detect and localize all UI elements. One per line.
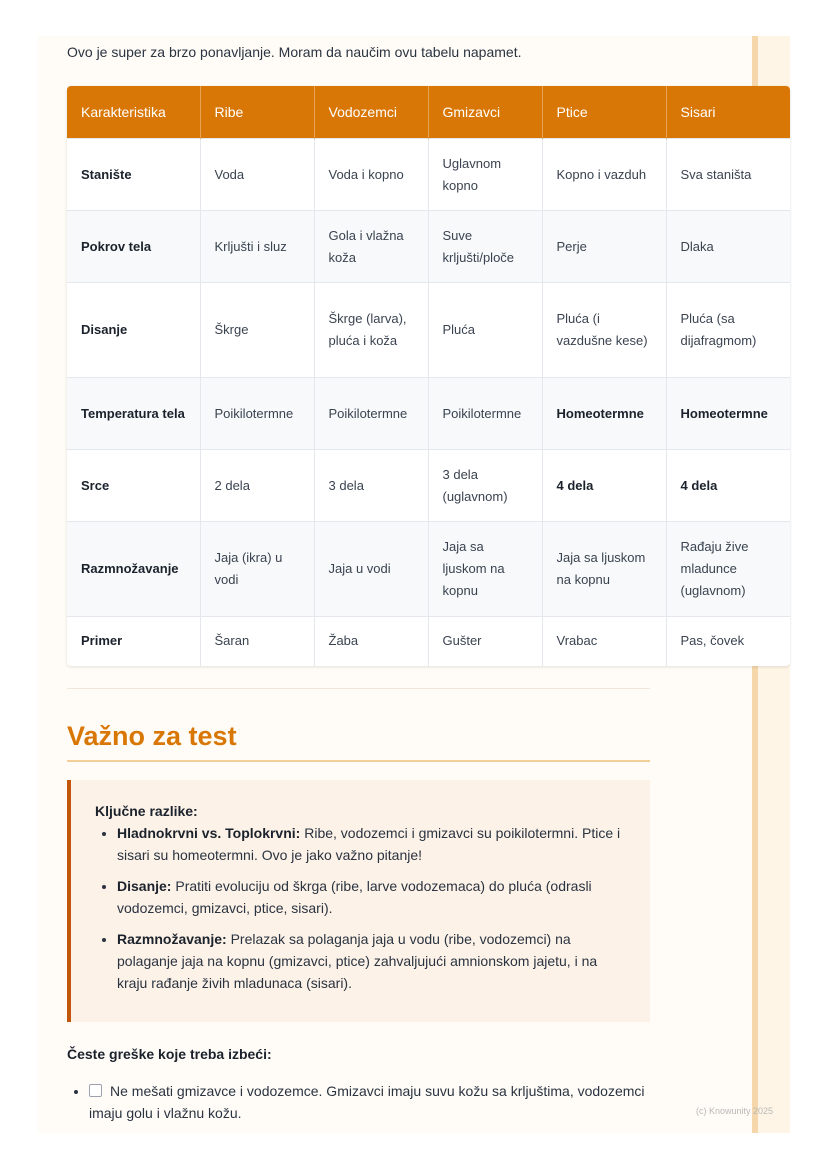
key-differences-list: [95, 822, 628, 994]
list-item-term: Disanje:: [117, 878, 172, 894]
table-cell: Sva staništa: [666, 139, 790, 211]
table-header-cell: Vodozemci: [314, 86, 428, 139]
list-item-term: Hladnokrvni vs. Toplokrvni:: [117, 825, 301, 841]
row-label: Stanište: [67, 139, 200, 211]
row-label: Disanje: [67, 283, 200, 378]
table-cell: Šaran: [200, 617, 314, 666]
table-cell: 4 dela: [542, 450, 666, 522]
table-cell: Poikilotermne: [314, 378, 428, 450]
list-item: [117, 822, 628, 866]
table-cell: Pas, čovek: [666, 617, 790, 666]
table-cell: Pluća: [428, 283, 542, 378]
table-cell: Jaja sa ljuskom na kopnu: [542, 522, 666, 617]
table-cell: Krljušti i sluz: [200, 211, 314, 283]
list-item-text: Ribe, vodozemci i gmizavci su poikilotermni. Ptice i sisari su homeotermni. Ovo je jako važno pitanje!: [117, 825, 621, 863]
table-header-cell: Karakteristika: [67, 86, 200, 139]
mistakes-list: [67, 1080, 649, 1124]
table-cell: Žaba: [314, 617, 428, 666]
table-cell: Gušter: [428, 617, 542, 666]
row-label: Srce: [67, 450, 200, 522]
table-cell: Vrabac: [542, 617, 666, 666]
list-item-text: Pratiti evoluciju od škrga (ribe, larve vodozemaca) do pluća (odrasli vodozemci, gmizavci, ptice, sisari).: [117, 878, 592, 916]
list-item: [117, 875, 628, 919]
table-header-cell: Ribe: [200, 86, 314, 139]
list-item: [117, 928, 628, 994]
vertebrate-table: [67, 86, 790, 666]
table-cell: Pluća (sa dijafragmom): [666, 283, 790, 378]
section-divider: [67, 688, 650, 689]
table-cell: 2 dela: [200, 450, 314, 522]
table-cell: 4 dela: [666, 450, 790, 522]
comparison-table: [67, 86, 790, 666]
footer-copyright: (c) Knowunity 2025: [696, 1106, 774, 1116]
table-cell: Voda i kopno: [314, 139, 428, 211]
table-cell: Gola i vlažna koža: [314, 211, 428, 283]
row-label: Primer: [67, 617, 200, 666]
table-cell: Homeotermne: [666, 378, 790, 450]
table-cell: Kopno i vazduh: [542, 139, 666, 211]
table-cell: Jaja (ikra) u vodi: [200, 522, 314, 617]
list-item-text: Ne mešati gmizavce i vodozemce. Gmizavci imaju suvu kožu sa krljuštima, vodozemci imaju golu i vlažnu kožu.: [89, 1083, 645, 1121]
checkbox[interactable]: [89, 1084, 102, 1097]
table-cell: Pluća (i vazdušne kese): [542, 283, 666, 378]
table-row: [67, 378, 790, 450]
table-cell: Jaja u vodi: [314, 522, 428, 617]
table-cell: Jaja sa ljuskom na kopnu: [428, 522, 542, 617]
list-item: [89, 1080, 649, 1124]
row-label: Pokrov tela: [67, 211, 200, 283]
list-item-term: Razmnožavanje:: [117, 931, 227, 947]
table-row: [67, 522, 790, 617]
list-item-text: Prelazak sa polaganja jaja u vodu (ribe, vodozemci) na polaganje jaja na kopnu (gmizavci, ptice) zahvaljujući amnionskom jajetu, i na kraju rađanje živih mladunaca (sisari).: [117, 931, 598, 991]
callout-title: Ključne razlike:: [95, 803, 198, 819]
table-header-cell: Ptice: [542, 86, 666, 139]
table-row: [67, 283, 790, 378]
table-header-cell: Gmizavci: [428, 86, 542, 139]
table-cell: Perje: [542, 211, 666, 283]
intro-text: Ovo je super za brzo ponavljanje. Moram da naučim ovu tabelu napamet.: [67, 44, 522, 60]
mistakes-title: Česte greške koje treba izbeći:: [67, 1046, 272, 1062]
table-cell: Dlaka: [666, 211, 790, 283]
table-row: [67, 617, 790, 666]
section-title: Važno za test: [67, 721, 237, 751]
table-cell: Homeotermne: [542, 378, 666, 450]
table-header-cell: Sisari: [666, 86, 790, 139]
table-cell: Voda: [200, 139, 314, 211]
table-row: [67, 211, 790, 283]
row-label: Temperatura tela: [67, 378, 200, 450]
key-differences-callout: [67, 780, 650, 1022]
table-cell: Suve krljušti/ploče: [428, 211, 542, 283]
table-cell: 3 dela (uglavnom): [428, 450, 542, 522]
table-cell: Škrge: [200, 283, 314, 378]
table-header-row: [67, 86, 790, 139]
table-cell: Škrge (larva), pluća i koža: [314, 283, 428, 378]
table-row: [67, 450, 790, 522]
table-cell: Uglavnom kopno: [428, 139, 542, 211]
table-cell: Poikilotermne: [428, 378, 542, 450]
table-cell: Rađaju žive mladunce (uglavnom): [666, 522, 790, 617]
table-cell: Poikilotermne: [200, 378, 314, 450]
section-underline: [67, 760, 650, 762]
table-cell: 3 dela: [314, 450, 428, 522]
row-label: Razmnožavanje: [67, 522, 200, 617]
table-row: [67, 139, 790, 211]
